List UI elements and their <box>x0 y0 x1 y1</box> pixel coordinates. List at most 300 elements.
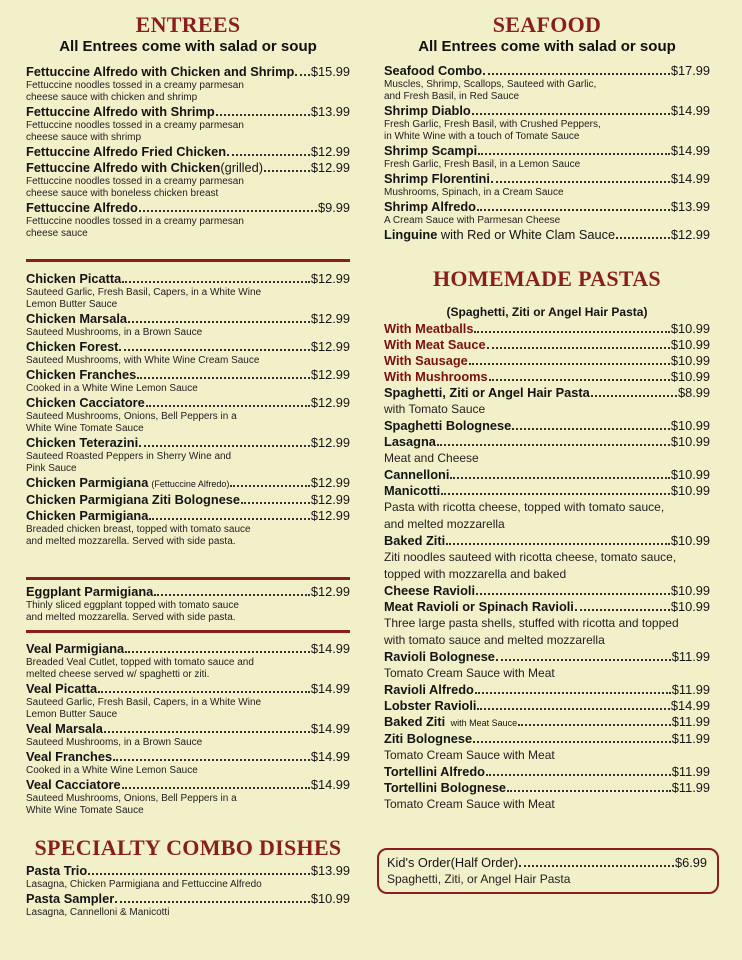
menu-item-name-text: Seafood Combo <box>384 63 483 78</box>
menu-item-name <box>384 583 475 599</box>
dot-leader <box>122 787 310 789</box>
menu-item-description: Fettuccine noodles tossed in a creamy parmesan <box>26 120 244 131</box>
section-divider <box>26 259 350 262</box>
menu-item-name-text: Tortellini Alfredo <box>384 764 485 779</box>
menu-item-price: $10.99 <box>670 418 710 433</box>
menu-item-name-text: Chicken Picatta <box>26 271 122 286</box>
menu-item-name <box>26 584 153 600</box>
menu-item-price: $12.99 <box>310 508 350 523</box>
entrees-group4 <box>26 641 350 817</box>
menu-item-description: A Cream Sauce with Parmesan Cheese <box>384 215 561 226</box>
menu-item-name <box>26 891 114 907</box>
menu-item-description: Fresh Garlic, Fresh Basil, in a Lemon Sauce <box>384 159 581 170</box>
menu-item-price: $12.99 <box>310 339 350 354</box>
dot-leader <box>137 377 310 379</box>
menu-item <box>384 353 710 369</box>
menu-item-description: in White Wine with a touch of Tomate Sauce <box>384 131 580 142</box>
dot-leader <box>487 347 670 349</box>
menu-item-name-text: Tortellini Bolognese <box>384 780 507 795</box>
menu-item-price: $11.99 <box>671 731 710 746</box>
menu-item-description: topped with mozzarella and baked <box>384 567 567 581</box>
pastas-title: HOMEMADE PASTAS <box>433 266 661 291</box>
menu-item-name-text: Meat Ravioli or Spinach Ravioli <box>384 599 574 614</box>
menu-item-description: Sauteed Garlic, Fresh Basil, Capers, in a White Wine <box>26 287 262 298</box>
menu-item-name-text: Chicken Teterazini <box>26 435 139 450</box>
menu-item-name <box>384 780 506 796</box>
dot-leader <box>591 395 677 397</box>
menu-item <box>26 749 350 765</box>
menu-item-description: Muscles, Shrimp, Scallops, Sauteed with Garlic, <box>384 79 597 90</box>
dot-leader <box>472 113 670 115</box>
menu-item-name-text: Ravioli Bolognese <box>384 649 495 664</box>
dot-leader <box>149 518 310 520</box>
pastas-subtitle-wrap <box>384 304 710 320</box>
menu-item-name-text: Baked Ziti <box>384 533 446 548</box>
menu-item-price: $10.99 <box>670 599 710 614</box>
menu-item-description: cheese sauce <box>26 228 88 239</box>
menu-item-name-text: Shrimp Alfredo <box>384 199 476 214</box>
dot-leader <box>241 502 310 504</box>
dot-leader <box>113 759 310 761</box>
dot-leader <box>154 594 310 596</box>
menu-item-price: $14.99 <box>310 641 350 656</box>
menu-item-name-text: With Meatballs <box>384 321 474 336</box>
menu-item-name <box>384 467 449 483</box>
menu-item-description: Fettuccine noodles tossed in a creamy parmesan <box>26 216 244 227</box>
dot-leader <box>507 790 671 792</box>
dot-leader <box>216 114 310 116</box>
menu-item-name-text: Ziti Bolognese <box>384 731 473 746</box>
kids-order-item <box>387 855 707 871</box>
menu-item-name <box>26 271 121 287</box>
menu-item-price: $10.99 <box>310 891 350 906</box>
dot-leader <box>88 873 310 875</box>
menu-item-price: $12.99 <box>310 395 350 410</box>
seafood-title: SEAFOOD <box>492 12 602 37</box>
menu-item-price: $10.99 <box>670 583 710 598</box>
dot-leader <box>98 691 310 693</box>
menu-item-price: $10.99 <box>670 321 710 336</box>
dot-leader <box>227 154 310 156</box>
menu-item <box>26 200 350 216</box>
menu-item <box>384 583 710 599</box>
menu-item-name-text: Spaghetti Bolognese <box>384 418 512 433</box>
dot-leader <box>486 774 671 776</box>
dot-leader <box>489 379 670 381</box>
menu-item-name-text: Chicken Parmigiana <box>26 475 149 490</box>
menu-item <box>384 143 710 159</box>
section-divider <box>26 577 350 580</box>
menu-item-name <box>26 395 145 411</box>
menu-item-name <box>384 698 476 714</box>
menu-item <box>26 64 350 80</box>
menu-item-description: Lemon Butter Sauce <box>26 709 118 720</box>
dot-leader <box>128 321 310 323</box>
menu-item-description: cheese sauce with chicken and shrimp <box>26 92 198 103</box>
dot-leader <box>125 651 310 653</box>
menu-item-name-text: Fettuccine Alfredo Fried Chicken <box>26 144 227 159</box>
menu-item-description: Tomato Cream Sauce with Meat <box>384 666 555 680</box>
menu-item-name <box>26 863 87 879</box>
menu-item-name <box>26 492 240 508</box>
menu-item-name-text: Lobster Ravioli <box>384 698 477 713</box>
dot-leader <box>483 73 670 75</box>
menu-item-name-text: Baked Ziti <box>384 714 446 729</box>
menu-item-description: Mushrooms, Spinach, in a Cream Sauce <box>384 187 564 198</box>
menu-item-name <box>26 200 138 216</box>
menu-item-name <box>384 63 482 79</box>
menu-item-price: $12.99 <box>310 271 350 286</box>
menu-item-description: Meat and Cheese <box>384 451 479 465</box>
dot-leader <box>139 445 310 447</box>
dot-leader <box>437 444 670 446</box>
menu-item-price: $12.99 <box>670 227 710 242</box>
menu-item-name-text: With Sausage <box>384 353 468 368</box>
menu-item <box>384 434 710 450</box>
menu-item-price: $11.99 <box>671 764 710 779</box>
menu-item-price: $10.99 <box>670 369 710 384</box>
menu-item-description: Cooked in a White Wine Lemon Sauce <box>26 383 198 394</box>
menu-item-price: $17.99 <box>670 63 710 78</box>
dot-leader <box>491 181 670 183</box>
menu-item-name <box>384 337 486 353</box>
menu-item-description: Sauteed Mushrooms, with White Wine Cream Sauce <box>26 355 260 366</box>
menu-item <box>384 385 710 401</box>
menu-item <box>384 369 710 385</box>
menu-item-name <box>26 311 127 327</box>
dot-leader <box>122 281 310 283</box>
menu-item-name <box>26 508 148 524</box>
menu-item-name <box>384 369 488 385</box>
menu-item-price: $12.99 <box>310 144 350 159</box>
menu-item-description: White Wine Tomate Sauce <box>26 423 144 434</box>
menu-item-description: Sauteed Mushrooms, Onions, Bell Peppers in a <box>26 793 237 804</box>
menu-item-description: cheese sauce with boneless chicken breast <box>26 188 219 199</box>
seafood-header <box>384 12 710 56</box>
combo-title: SPECIALTY COMBO DISHES <box>34 835 342 860</box>
dot-leader <box>139 210 317 212</box>
menu-item-price: $10.99 <box>670 483 710 498</box>
menu-item-description: Breaded Veal Cutlet, topped with tomato sauce and <box>26 657 254 668</box>
menu-item <box>384 171 710 187</box>
menu-item-price: $11.99 <box>671 649 710 664</box>
menu-item-price: $14.99 <box>310 721 350 736</box>
menu-item-name-text: Shrimp Scampi <box>384 143 478 158</box>
menu-item-name <box>384 764 485 780</box>
menu-item <box>384 698 710 714</box>
menu-item <box>26 641 350 657</box>
seafood-subtitle: All Entrees come with salad or soup <box>418 38 676 55</box>
dot-leader <box>295 74 310 76</box>
menu-item-name-note: (Fettuccine Alfredo) <box>151 479 230 489</box>
menu-item-price: $13.99 <box>310 863 350 878</box>
dot-leader <box>446 543 670 545</box>
menu-item-name <box>26 339 118 355</box>
menu-item-description: with tomato sauce and melted mozzarella <box>384 633 605 647</box>
menu-item-description: Tomato Cream Sauce with Meat <box>384 797 555 811</box>
menu-item-name-text: Shrimp Florentini <box>384 171 490 186</box>
menu-item-name-text: With Meat Sauce <box>384 337 486 352</box>
menu-item-price: $15.99 <box>310 64 350 79</box>
menu-item-name-text: Veal Franches <box>26 749 113 764</box>
combo-header <box>26 835 350 861</box>
menu-item-name <box>384 682 474 698</box>
menu-item <box>26 681 350 697</box>
menu-item-price: $11.99 <box>671 714 710 729</box>
dot-leader <box>474 331 669 333</box>
menu-item <box>26 891 350 907</box>
menu-item <box>384 764 710 780</box>
menu-item-name-text: Chicken Franches <box>26 367 137 382</box>
dot-leader <box>478 153 670 155</box>
dot-leader <box>104 731 310 733</box>
menu-item <box>384 63 710 79</box>
entrees-group1 <box>26 64 350 240</box>
menu-item-price: $10.99 <box>670 467 710 482</box>
menu-item-name-text: Chicken Parmigiana Ziti Bolognese <box>26 492 241 507</box>
menu-item-name-text: Spaghetti, Ziti or Angel Hair Pasta <box>384 385 590 400</box>
menu-item-description: Pasta with ricotta cheese, topped with tomato sauce, <box>384 500 665 514</box>
menu-item-price: $11.99 <box>671 780 710 795</box>
menu-item-description: Ziti noodles sauteed with ricotta cheese, tomato sauce, <box>384 550 677 564</box>
kids-order-name: Kid's Order(Half Order) <box>387 855 519 870</box>
menu-item-name <box>26 777 121 793</box>
menu-item-name <box>384 143 477 159</box>
menu-item-price: $10.99 <box>670 337 710 352</box>
menu-item-price: $12.99 <box>310 584 350 599</box>
menu-item-name <box>26 435 138 451</box>
menu-item-name-text: Shrimp Diablo <box>384 103 471 118</box>
menu-item-name-note: with Red or White Clam Sauce <box>437 227 616 242</box>
menu-item-name <box>384 321 473 337</box>
menu-item <box>26 492 350 508</box>
pastas-subtitle: (Spaghetti, Ziti or Angel Hair Pasta) <box>446 305 648 319</box>
menu-item <box>26 144 350 160</box>
menu-item-name <box>384 385 590 401</box>
menu-item-name <box>384 418 511 434</box>
menu-item-name-text: Chicken Marsala <box>26 311 128 326</box>
menu-item-description: Tomato Cream Sauce with Meat <box>384 748 555 762</box>
dot-leader <box>477 209 670 211</box>
dot-leader <box>477 708 669 710</box>
menu-item-description: Sauteed Mushrooms, Onions, Bell Peppers in a <box>26 411 237 422</box>
menu-item <box>26 367 350 383</box>
menu-item-price: $12.99 <box>310 160 350 175</box>
menu-item-description: Sauteed Garlic, Fresh Basil, Capers, in a White Wine <box>26 697 262 708</box>
menu-item <box>384 780 710 796</box>
menu-item-description: Sauteed Mushrooms, in a Brown Sauce <box>26 327 203 338</box>
menu-item-name-text: With Mushrooms <box>384 369 488 384</box>
menu-item-description: Lemon Butter Sauce <box>26 299 118 310</box>
menu-item-price: $11.99 <box>671 682 710 697</box>
menu-item-name-text: Veal Picatta <box>26 681 98 696</box>
menu-item <box>384 337 710 353</box>
dot-leader <box>146 405 310 407</box>
kids-order-desc: Spaghetti, Ziti, or Angel Hair Pasta <box>387 872 571 886</box>
menu-item-name <box>384 599 574 615</box>
menu-item-name <box>26 104 215 120</box>
menu-item-name <box>384 533 445 549</box>
menu-item <box>384 418 710 434</box>
seafood-list <box>384 63 710 243</box>
menu-item <box>26 271 350 287</box>
menu-item-price: $13.99 <box>670 199 710 214</box>
menu-item-description: Cooked in a White Wine Lemon Sauce <box>26 765 198 776</box>
menu-item-name <box>26 749 112 765</box>
menu-item-name-text: Cheese Ravioli <box>384 583 476 598</box>
kids-order-price: $6.99 <box>674 855 707 870</box>
menu-item-price: $14.99 <box>670 698 710 713</box>
menu-item-price: $12.99 <box>310 367 350 382</box>
dot-leader <box>115 901 310 903</box>
menu-item <box>26 863 350 879</box>
menu-item-description: and melted mozzarella <box>384 517 505 531</box>
entrees-group2 <box>26 271 350 548</box>
entrees-group3 <box>26 584 350 624</box>
dot-leader <box>119 349 309 351</box>
dot-leader <box>616 237 670 239</box>
entrees-header <box>26 12 350 56</box>
dot-leader <box>473 741 671 743</box>
menu-item-description: and melted mozzarella. Served with side pasta. <box>26 536 236 547</box>
menu-item <box>26 339 350 355</box>
menu-item <box>384 599 710 615</box>
menu-item-name <box>384 103 471 119</box>
menu-item <box>26 395 350 411</box>
dot-leader <box>518 724 671 726</box>
menu-item-description: Thinly sliced eggplant topped with tomato sauce <box>26 600 239 611</box>
menu-item-name-text: Chicken Parmigiana <box>26 508 149 523</box>
menu-item-price: $14.99 <box>310 749 350 764</box>
menu-item-price: $13.99 <box>310 104 350 119</box>
menu-item-name <box>26 641 124 657</box>
menu-item-price: $14.99 <box>670 103 710 118</box>
menu-item-name <box>26 160 263 176</box>
menu-item <box>384 714 710 731</box>
menu-item <box>384 227 710 243</box>
menu-item-name <box>26 475 229 492</box>
menu-item-name <box>384 199 476 215</box>
menu-item-price: $14.99 <box>310 681 350 696</box>
menu-item <box>384 533 710 549</box>
menu-item-name <box>26 64 294 80</box>
menu-item-price: $9.99 <box>317 200 350 215</box>
pastas-header <box>384 266 710 292</box>
menu-item-price: $14.99 <box>670 143 710 158</box>
menu-item-description: with Tomato Sauce <box>384 402 486 416</box>
menu-item-description: Lasagna, Chicken Parmigiana and Fettuccine Alfredo <box>26 879 262 890</box>
menu-item <box>26 160 350 176</box>
menu-item-description: and melted mozzarella. Served with side pasta. <box>26 612 236 623</box>
menu-item <box>26 777 350 793</box>
menu-item-name <box>384 649 495 665</box>
menu-item-name-text: Veal Cacciatore <box>26 777 121 792</box>
menu-item-name-text: Fettuccine Alfredo <box>26 200 138 215</box>
section-divider <box>26 630 350 633</box>
dot-leader <box>264 170 310 172</box>
menu-item-price: $12.99 <box>310 311 350 326</box>
menu-item <box>384 682 710 698</box>
dot-leader <box>575 609 670 611</box>
combo-list <box>26 863 350 919</box>
menu-item <box>384 199 710 215</box>
menu-item <box>384 483 710 499</box>
menu-item <box>26 508 350 524</box>
menu-item-name-text: Chicken Cacciatore <box>26 395 145 410</box>
menu-item-name-text: Eggplant Parmigiana <box>26 584 154 599</box>
menu-item-name <box>26 681 97 697</box>
menu-item-name-suffix: (grilled) <box>220 160 264 175</box>
menu-item-name-text: Fettuccine Alfredo with Chicken and Shrimp <box>26 64 295 79</box>
menu-item-description: Sauteed Roasted Peppers in Sherry Wine and <box>26 451 232 462</box>
menu-item-name <box>384 434 436 450</box>
menu-item-name-text: Linguine <box>384 227 438 242</box>
menu-item-name-text: Fettuccine Alfredo with Shrimp <box>26 104 215 119</box>
menu-item <box>384 731 710 747</box>
menu-item-name <box>384 483 440 499</box>
menu-item <box>384 321 710 337</box>
kids-order-box <box>377 848 719 894</box>
dot-leader <box>441 493 670 495</box>
dot-leader <box>450 477 669 479</box>
menu-item-name <box>384 353 468 369</box>
menu-item <box>26 104 350 120</box>
menu-item-price: $8.99 <box>677 385 710 400</box>
menu-item-price: $14.99 <box>670 171 710 186</box>
menu-item-description: Fresh Garlic, Fresh Basil, with Crushed Peppers, <box>384 119 601 130</box>
menu-item-description: Fettuccine noodles tossed in a creamy parmesan <box>26 80 244 91</box>
menu-item-name <box>26 144 226 160</box>
dot-leader <box>512 428 670 430</box>
menu-item-price: $12.99 <box>310 475 350 490</box>
menu-item-price: $12.99 <box>310 435 350 450</box>
menu-item <box>384 467 710 483</box>
dot-leader <box>476 593 670 595</box>
menu-item-name <box>26 721 103 737</box>
menu-item-description: Three large pasta shells, stuffed with ricotta and topped <box>384 616 679 630</box>
menu-item-name-text: Fettuccine Alfredo with Chicken <box>26 160 221 175</box>
pastas-list <box>384 321 710 813</box>
menu-item-description: Breaded chicken breast, topped with tomato sauce <box>26 524 251 535</box>
menu-item-description: Fettuccine noodles tossed in a creamy parmesan <box>26 176 244 187</box>
menu-item-description: Sauteed Mushrooms, in a Brown Sauce <box>26 737 203 748</box>
menu-item-name <box>384 714 517 731</box>
menu-item-description: melted cheese served w/ spaghetti or ziti. <box>26 669 210 680</box>
menu-item <box>384 103 710 119</box>
menu-item-name <box>26 367 136 383</box>
dot-leader <box>230 485 309 487</box>
dot-leader <box>469 363 670 365</box>
entrees-subtitle: All Entrees come with salad or soup <box>59 38 317 55</box>
menu-item-name-text: Veal Marsala <box>26 721 103 736</box>
menu-item-name-text: Pasta Trio <box>26 863 88 878</box>
menu-item-description: and Fresh Basil, in Red Sauce <box>384 91 520 102</box>
dot-leader <box>519 865 674 867</box>
menu-item <box>384 649 710 665</box>
menu-item <box>26 584 350 600</box>
menu-item-name <box>384 731 472 747</box>
dot-leader <box>475 692 671 694</box>
menu-item-name-text: Pasta Sampler <box>26 891 115 906</box>
menu-item <box>26 721 350 737</box>
dot-leader <box>496 659 671 661</box>
menu-item-name <box>384 227 615 243</box>
menu-item-description: Pink Sauce <box>26 463 77 474</box>
menu-item-price: $10.99 <box>670 353 710 368</box>
menu-item-description: Lasagna, Cannelloni & Manicotti <box>26 907 170 918</box>
menu-item-price: $14.99 <box>310 777 350 792</box>
menu-item-name-text: Manicotti <box>384 483 441 498</box>
